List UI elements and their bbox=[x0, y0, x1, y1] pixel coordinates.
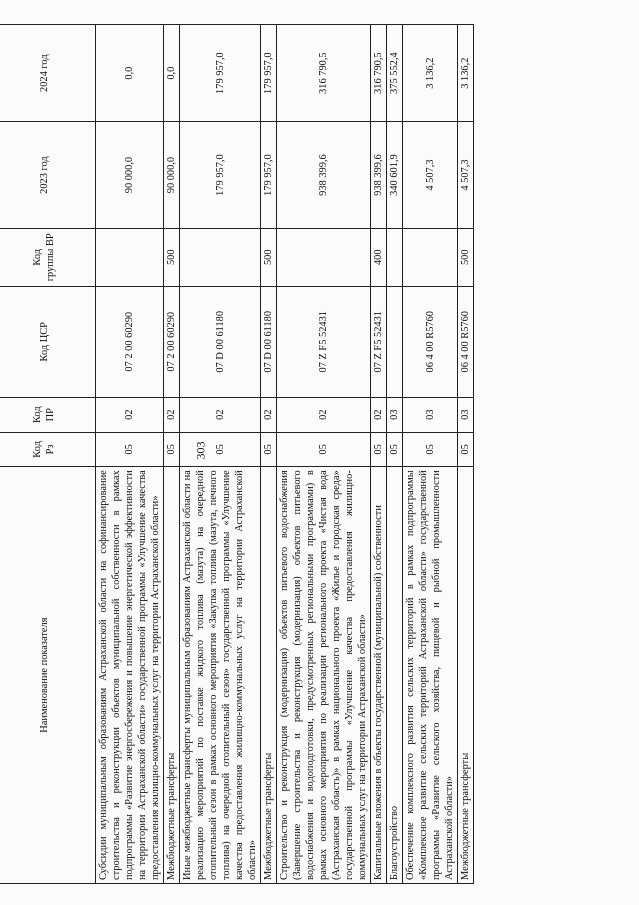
row-csr: 07 2 00 60290 bbox=[164, 286, 180, 397]
row-rz: 05 bbox=[403, 432, 458, 467]
row-2024: 0,0 bbox=[164, 25, 180, 122]
header-2024: 2024 год bbox=[0, 25, 96, 122]
row-2024: 3 136,2 bbox=[403, 25, 458, 122]
row-rz: 05 bbox=[96, 432, 164, 467]
table-row bbox=[96, 25, 164, 884]
row-vr: 500 bbox=[261, 228, 277, 286]
row-pr: 02 bbox=[164, 397, 180, 432]
row-pr: 03 bbox=[458, 397, 474, 432]
row-csr bbox=[387, 286, 403, 397]
table-row bbox=[277, 25, 371, 884]
row-rz: 05 bbox=[261, 432, 277, 467]
row-csr: 07 2 00 60290 bbox=[96, 286, 164, 397]
row-csr: 07 Z F5 52431 bbox=[277, 286, 371, 397]
row-vr bbox=[96, 228, 164, 286]
row-csr: 07 D 00 61180 bbox=[261, 286, 277, 397]
row-csr: 07 Z F5 52431 bbox=[371, 286, 387, 397]
budget-table bbox=[0, 24, 474, 884]
row-rz: 05 bbox=[180, 432, 261, 467]
row-name: Строительство и реконструкция (модернизация) объектов питьевого водоснабжения (Завершение строительства и реконструкция (модернизация) объектов питьевого водоснабжения и водоподготовки, предусмотренных региональными программами) в рамках основного мероприятия по реализации регионального проекта «Чистая вода (Астраханская область)» в рамках национального проекта «Жилье и городская среда» государственной программы «Улучшение качества предоставления жилищно-коммунальных услуг на территории Астраханской области» bbox=[277, 467, 371, 884]
row-rz: 05 bbox=[387, 432, 403, 467]
header-pr: Код ПР bbox=[0, 397, 96, 432]
row-pr: 02 bbox=[371, 397, 387, 432]
table-row bbox=[180, 25, 261, 884]
row-pr: 03 bbox=[387, 397, 403, 432]
row-vr: 400 bbox=[371, 228, 387, 286]
table-row bbox=[458, 25, 474, 884]
row-rz: 05 bbox=[277, 432, 371, 467]
row-2024: 316 790,5 bbox=[371, 25, 387, 122]
row-name: Межбюджетные трансферты bbox=[458, 467, 474, 884]
row-name: Капитальные вложения в объекты государственной (муниципальной) собственности bbox=[371, 467, 387, 884]
page-number: 303 bbox=[193, 441, 208, 460]
row-pr: 03 bbox=[403, 397, 458, 432]
row-vr: 500 bbox=[164, 228, 180, 286]
header-name: Наименование показателя bbox=[0, 467, 96, 884]
row-pr: 02 bbox=[180, 397, 261, 432]
row-2023: 938 399,6 bbox=[371, 122, 387, 229]
row-2023: 90 000,0 bbox=[96, 122, 164, 229]
table-header-row bbox=[0, 25, 96, 884]
row-2024: 316 790,5 bbox=[277, 25, 371, 122]
row-name: Межбюджетные трансферты bbox=[164, 467, 180, 884]
row-vr bbox=[180, 228, 261, 286]
rotated-table-container bbox=[0, 24, 516, 884]
row-2023: 179 957,0 bbox=[180, 122, 261, 229]
row-pr: 02 bbox=[277, 397, 371, 432]
row-pr: 02 bbox=[261, 397, 277, 432]
header-csr: Код ЦСР bbox=[0, 286, 96, 397]
row-2023: 938 399,6 bbox=[277, 122, 371, 229]
row-vr bbox=[387, 228, 403, 286]
table-row bbox=[403, 25, 458, 884]
row-rz: 05 bbox=[164, 432, 180, 467]
row-rz: 05 bbox=[458, 432, 474, 467]
row-csr: 07 D 00 61180 bbox=[180, 286, 261, 397]
row-2023: 4 507,3 bbox=[458, 122, 474, 229]
row-csr: 06 4 00 R5760 bbox=[458, 286, 474, 397]
row-vr bbox=[277, 228, 371, 286]
row-2024: 0,0 bbox=[96, 25, 164, 122]
table-row bbox=[371, 25, 387, 884]
row-2024: 375 552,4 bbox=[387, 25, 403, 122]
row-2024: 179 957,0 bbox=[180, 25, 261, 122]
row-2024: 179 957,0 bbox=[261, 25, 277, 122]
row-2023: 4 507,3 bbox=[403, 122, 458, 229]
row-2023: 90 000,0 bbox=[164, 122, 180, 229]
row-name: Благоустройство bbox=[387, 467, 403, 884]
row-2023: 179 957,0 bbox=[261, 122, 277, 229]
table-row bbox=[261, 25, 277, 884]
row-2024: 3 136,2 bbox=[458, 25, 474, 122]
row-name: Межбюджетные трансферты bbox=[261, 467, 277, 884]
row-name: Обеспечение комплексного развития сельских территорий в рамках подпрограммы «Комплексное развитие сельских территорий Астраханской области» государственной программы «Развитие сельского хозяйства, пищевой и рыбной промышленности Астраханской области» bbox=[403, 467, 458, 884]
row-pr: 02 bbox=[96, 397, 164, 432]
table-row bbox=[164, 25, 180, 884]
header-vr: Код группы ВР bbox=[0, 228, 96, 286]
row-csr: 06 4 00 R5760 bbox=[403, 286, 458, 397]
row-name: Субсидии муниципальным образованиям Астраханской области на софинансирование строительства и реконструкции объектов муниципальной собственности в рамках подпрограммы «Развитие энергосбережения и повышение энергетической эффективности на территории Астраханской области» государственной программы «Улучшение качества предоставления жилищно-коммунальных услуг на территории Астраханской области» bbox=[96, 467, 164, 884]
header-rz: Код Рз bbox=[0, 432, 96, 467]
row-vr bbox=[403, 228, 458, 286]
row-2023: 340 601,9 bbox=[387, 122, 403, 229]
table-row bbox=[387, 25, 403, 884]
row-rz: 05 bbox=[371, 432, 387, 467]
row-vr: 500 bbox=[458, 228, 474, 286]
row-name: Иные межбюджетные трансферты муниципальным образованиям Астраханской области на реализацию мероприятий по поставке жидкого топлива (мазута) на очередной отопительный сезон в рамках основного мероприятия «Закупка топлива (мазута, печного топлива) на очередной отопительный сезон» государственной программы «Улучшение качества предоставления жилищно-коммунальных услуг на территории Астраханской области» bbox=[180, 467, 261, 884]
header-2023: 2023 год bbox=[0, 122, 96, 229]
